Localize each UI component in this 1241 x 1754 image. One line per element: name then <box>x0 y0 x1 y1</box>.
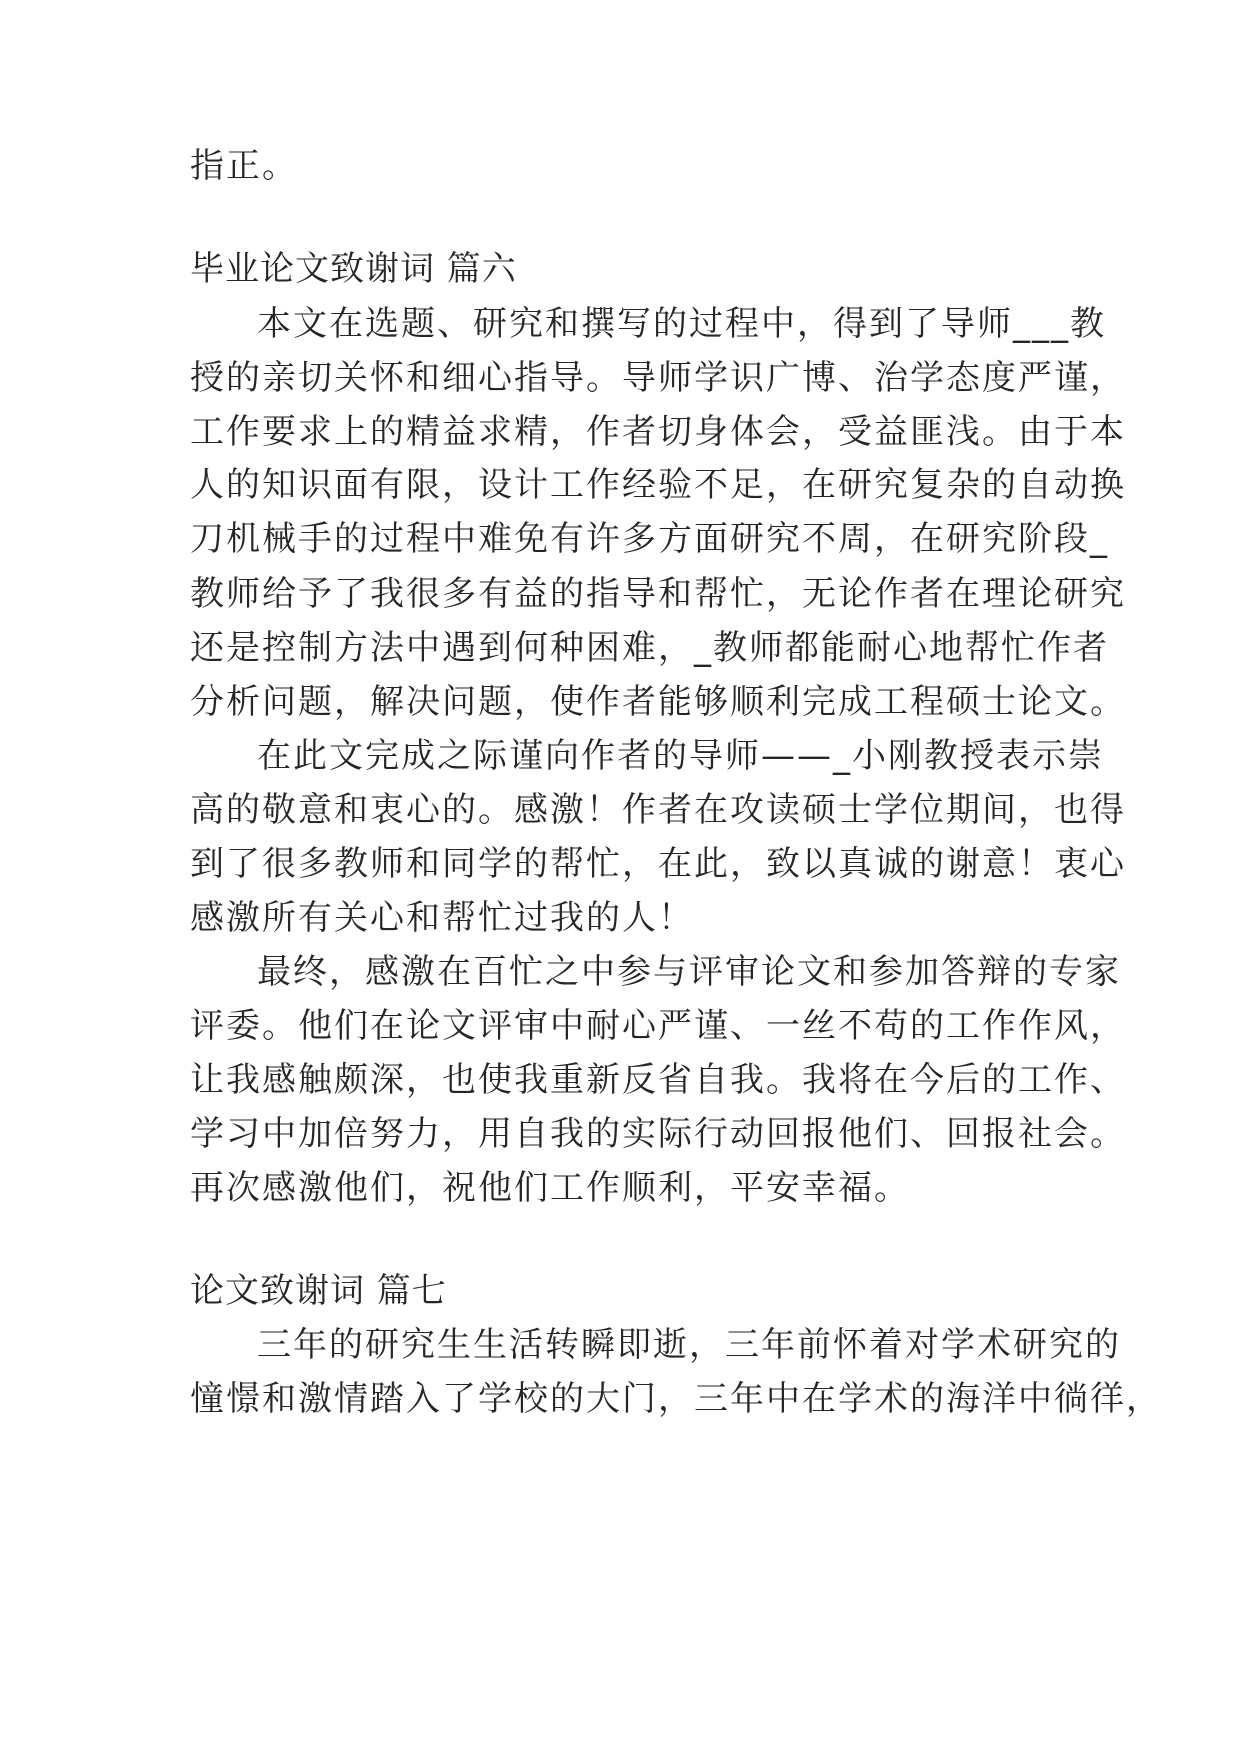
paragraph-line: 在此文完成之际谨向作者的导师——_小刚教授表示崇 <box>257 736 1104 776</box>
paragraph-line: 刀机械手的过程中难免有许多方面研究不周，在研究阶段_ <box>190 519 1109 559</box>
paragraph-line: 分析问题，解决问题，使作者能够顺利完成工程硕士论文。 <box>190 682 1126 722</box>
paragraph-line: 评委。他们在论文评审中耐心严谨、一丝不苟的工作作风， <box>190 1006 1126 1046</box>
paragraph-line: 还是控制方法中遇到何种困难，_教师都能耐心地帮忙作者 <box>190 628 1109 668</box>
paragraph-line: 憧憬和激情踏入了学校的大门，三年中在学术的海洋中徜徉， <box>190 1379 1162 1419</box>
paragraph-line: 指正。 <box>190 146 298 186</box>
paragraph-line: 到了很多教师和同学的帮忙，在此，致以真诚的谢意！衷心 <box>190 844 1126 884</box>
paragraph-line: 人的知识面有限，设计工作经验不足，在研究复杂的自动换 <box>190 465 1126 505</box>
paragraph-line: 最终，感激在百忙之中参与评审论文和参加答辩的专家 <box>257 952 1121 992</box>
section-heading: 毕业论文致谢词 篇六 <box>190 249 517 289</box>
paragraph-line: 感激所有关心和帮忙过我的人！ <box>190 898 694 938</box>
paragraph-line: 高的敬意和衷心的。感激！作者在攻读硕士学位期间，也得 <box>190 790 1126 830</box>
paragraph-line: 教师给予了我很多有益的指导和帮忙，无论作者在理论研究 <box>190 574 1126 614</box>
paragraph-line: 本文在选题、研究和撰写的过程中，得到了导师___教 <box>257 304 1106 344</box>
paragraph-line: 工作要求上的精益求精，作者切身体会，受益匪浅。由于本 <box>190 412 1126 452</box>
paragraph-line: 让我感触颇深，也使我重新反省自我。我将在今后的工作、 <box>190 1060 1126 1100</box>
paragraph-line: 授的亲切关怀和细心指导。导师学识广博、治学态度严谨， <box>190 358 1126 398</box>
paragraph-line: 学习中加倍努力，用自我的实际行动回报他们、回报社会。 <box>190 1114 1126 1154</box>
paragraph-line: 三年的研究生生活转瞬即逝，三年前怀着对学术研究的 <box>257 1325 1121 1365</box>
section-heading: 论文致谢词 篇七 <box>190 1271 447 1311</box>
paragraph-line: 再次感激他们，祝他们工作顺利，平安幸福。 <box>190 1168 910 1208</box>
